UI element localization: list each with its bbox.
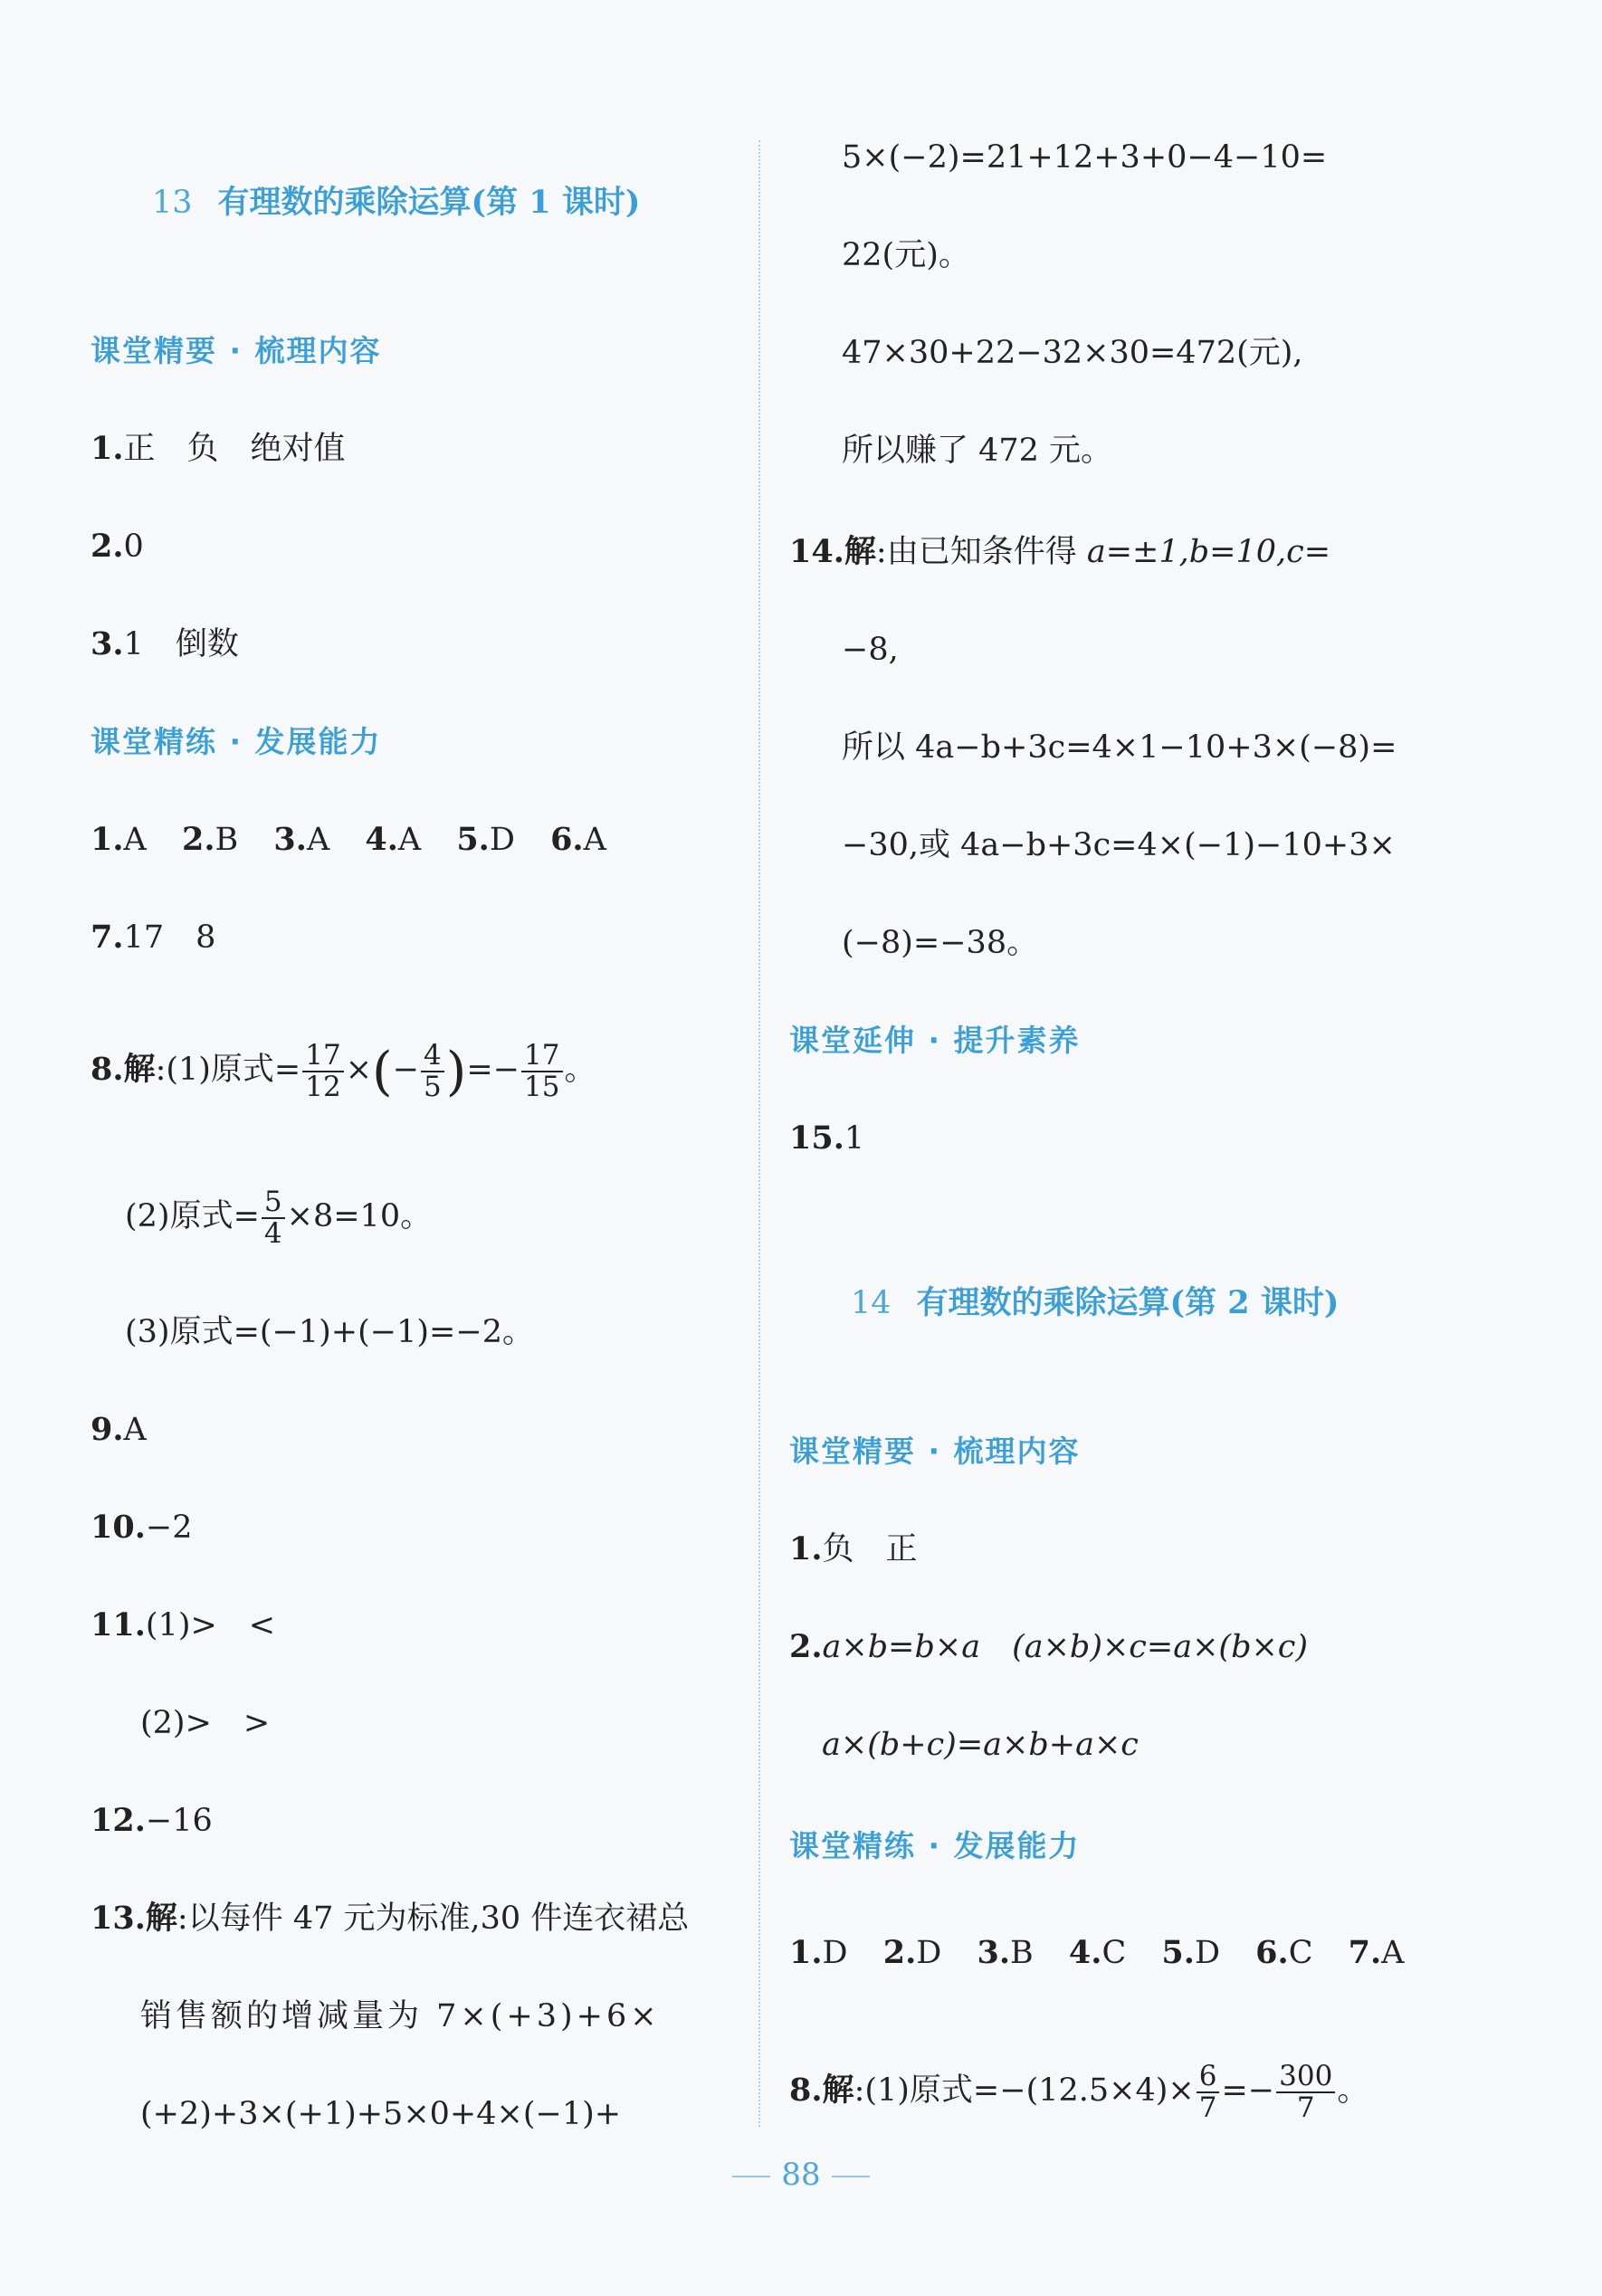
page-number — [688, 2157, 914, 2193]
question-number: 3. — [91, 625, 124, 662]
question-number: 6. — [1255, 1934, 1289, 1971]
lesson-number: 14 — [851, 1285, 892, 1321]
math-text: × — [345, 1052, 373, 1089]
numerator: 6 — [1197, 2062, 1220, 2093]
question-number: 1. — [789, 1530, 823, 1567]
answer-text: D — [822, 1935, 848, 1971]
answer-text: A — [306, 822, 330, 858]
answer-text: A — [123, 1412, 147, 1448]
question-number: 3. — [273, 821, 307, 858]
section-heading: 课堂精要 · 梳理内容 — [789, 1434, 1081, 1469]
answer-line — [91, 1801, 213, 1841]
question-number: 8. — [91, 1051, 124, 1089]
numerator: 4 — [421, 1041, 444, 1072]
answer-text: C — [1288, 1935, 1313, 1971]
right-paren: ) — [445, 1040, 467, 1102]
question-number: 5. — [456, 821, 490, 858]
math-text: =− — [1221, 2072, 1275, 2110]
denominator: 4 — [263, 1216, 282, 1250]
answer-text: −2 — [145, 1510, 193, 1546]
answer-text: D — [489, 822, 515, 858]
answer-text: a×b=b×a (a×b)×c=a×(b×c) — [822, 1629, 1309, 1665]
answer-text: −16 — [145, 1803, 213, 1839]
answer-text: B — [215, 822, 239, 858]
solution-8-line-2 — [125, 1187, 432, 1248]
fraction — [1197, 2062, 1220, 2122]
question-number: 6. — [550, 821, 584, 858]
page-number-value: 88 — [781, 2157, 821, 2193]
question-number: 2. — [882, 1934, 917, 1971]
solution-13-line-3: (+2)+3×(+1)+5×0+4×(−1)+ — [140, 2096, 622, 2132]
denominator: 5 — [424, 1070, 442, 1103]
question-number: 2. — [91, 528, 124, 565]
math-text: :(1)原式=−(12.5×4)× — [853, 2072, 1195, 2110]
numerator: 17 — [302, 1041, 343, 1072]
answer-text: 0 — [123, 529, 144, 565]
solution-13-line-2: 销售额的增减量为 7×(+3)+6× — [140, 1998, 661, 2034]
solution-8-line-1: 8.解:(1)原式= $\frac{17}{12}$ ×(− $\frac{4}{5}$ )=− $\frac{17}{15}$ 。 — [91, 1039, 596, 1103]
lesson-title-text: 有理数的乘除运算(第 2 课时) — [916, 1284, 1340, 1321]
solution-13-line-5: 22(元)。 — [842, 237, 970, 273]
section-heading: 课堂精要 · 梳理内容 — [91, 333, 382, 368]
lesson-title-text: 有理数的乘除运算(第 1 课时) — [217, 184, 641, 221]
solution-14-line-1 — [789, 532, 1330, 572]
numerator: 300 — [1276, 2062, 1335, 2093]
answer-text: A — [397, 822, 422, 858]
numerator: 17 — [521, 1041, 562, 1072]
answer-line: (2)> > — [140, 1705, 271, 1741]
answer-text: D — [1194, 1935, 1220, 1971]
math-text: 。 — [1337, 2072, 1369, 2110]
solution-14-line-5: (−8)=−38。 — [842, 925, 1039, 961]
solution-14-line-2: −8, — [842, 632, 899, 668]
question-number: 15. — [789, 1119, 844, 1157]
fraction — [1276, 2062, 1335, 2122]
question-number: 1. — [789, 1934, 823, 1971]
question-number: 13. — [91, 1900, 146, 1937]
answer-line — [91, 918, 215, 957]
question-number: 9. — [91, 1411, 124, 1448]
math-text: =− — [466, 1052, 520, 1089]
answer-line — [789, 1529, 918, 1569]
answer-line — [91, 1508, 193, 1548]
choice-answers-line — [91, 820, 606, 860]
math-text: (2)原式= — [125, 1198, 260, 1235]
lesson-number: 13 — [152, 185, 193, 221]
page-number-dash-right — [832, 2176, 870, 2177]
answer-text: C — [1101, 1935, 1127, 1971]
solution-8b-line-1 — [789, 2062, 1368, 2122]
answer-text: 负 正 — [822, 1531, 918, 1567]
solution-13-line-6: 47×30+22−32×30=472(元), — [842, 335, 1303, 371]
question-number: 1. — [91, 821, 124, 858]
answer-text: 1 — [844, 1120, 865, 1157]
solution-13-line-1 — [91, 1899, 689, 1939]
answer-text: A — [583, 822, 606, 858]
denominator: 15 — [524, 1070, 560, 1103]
question-number: 10. — [91, 1509, 146, 1546]
answer-text: A — [1381, 1935, 1405, 1971]
answer-line — [91, 527, 144, 567]
answer-text: D — [916, 1935, 942, 1971]
denominator: 7 — [1198, 2091, 1217, 2124]
column-divider — [758, 140, 760, 2127]
question-number: 11. — [91, 1606, 146, 1643]
solution-label: 解 — [822, 2072, 854, 2110]
fraction — [302, 1041, 343, 1101]
solution-8-line-3: (3)原式=(−1)+(−1)=−2。 — [125, 1314, 534, 1350]
section-heading: 课堂延伸 · 提升素养 — [789, 1023, 1081, 1058]
denominator: 7 — [1296, 2091, 1315, 2124]
answer-text: 17 8 — [123, 919, 216, 956]
question-number: 3. — [977, 1934, 1011, 1971]
solution-label: 解 — [123, 1051, 156, 1089]
solution-13-line-4: 5×(−2)=21+12+3+0−4−10= — [842, 139, 1328, 176]
math-text: ×8=10。 — [286, 1198, 433, 1235]
math-text: 。 — [564, 1052, 596, 1089]
math-text: :由已知条件得 — [875, 534, 1087, 570]
left-paren: ( — [372, 1040, 393, 1102]
question-number: 4. — [1068, 1934, 1102, 1971]
question-number: 7. — [1348, 1934, 1382, 1971]
question-number: 14. — [789, 533, 844, 570]
choice-answers-line — [789, 1933, 1404, 1973]
math-text: :(1)原式= — [155, 1052, 301, 1089]
question-number: 4. — [365, 821, 398, 858]
answer-line — [91, 1605, 275, 1645]
solution-14-line-3: 所以 4a−b+3c=4×1−10+3×(−8)= — [842, 729, 1397, 766]
answer-text: B — [1010, 1935, 1034, 1971]
question-number: 12. — [91, 1802, 146, 1839]
fraction — [421, 1041, 444, 1101]
answer-line — [91, 624, 239, 664]
solution-label: 解 — [145, 1900, 177, 1937]
question-number: 5. — [1161, 1934, 1195, 1971]
answer-text: (1)> < — [145, 1607, 276, 1643]
solution-14-line-4: −30,或 4a−b+3c=4×(−1)−10+3× — [842, 827, 1396, 863]
answer-line — [789, 1627, 1308, 1667]
fraction — [262, 1187, 285, 1248]
question-number: 2. — [181, 821, 215, 858]
solution-label: 解 — [844, 533, 876, 570]
answer-text: 1 倒数 — [123, 626, 239, 662]
math-expression: a=±1,b=10,c= — [1086, 534, 1331, 570]
answer-text: 正 负 绝对值 — [123, 431, 346, 467]
section-heading: 课堂精练 · 发展能力 — [91, 724, 382, 759]
answer-line — [91, 429, 346, 469]
answer-text: a×(b+c)=a×b+a×c — [822, 1727, 1139, 1763]
question-number: 2. — [789, 1628, 823, 1665]
answer-line — [822, 1725, 1139, 1765]
math-text: :以每件 47 元为标准,30 件连衣裙总 — [176, 1901, 690, 1937]
solution-13-line-7: 所以赚了 472 元。 — [842, 433, 1113, 469]
fraction — [521, 1041, 562, 1101]
question-number: 7. — [91, 919, 124, 956]
question-number: 8. — [789, 2072, 823, 2110]
section-heading: 课堂精练 · 发展能力 — [789, 1828, 1081, 1863]
answer-line — [789, 1119, 864, 1158]
lesson-14-title — [851, 1283, 1339, 1323]
answer-text: A — [123, 822, 147, 858]
lesson-13-title — [152, 183, 640, 223]
answer-line — [91, 1410, 147, 1450]
denominator: 12 — [305, 1070, 341, 1103]
numerator: 5 — [262, 1187, 285, 1219]
question-number: 1. — [91, 430, 124, 467]
page-number-dash-left — [732, 2176, 770, 2177]
